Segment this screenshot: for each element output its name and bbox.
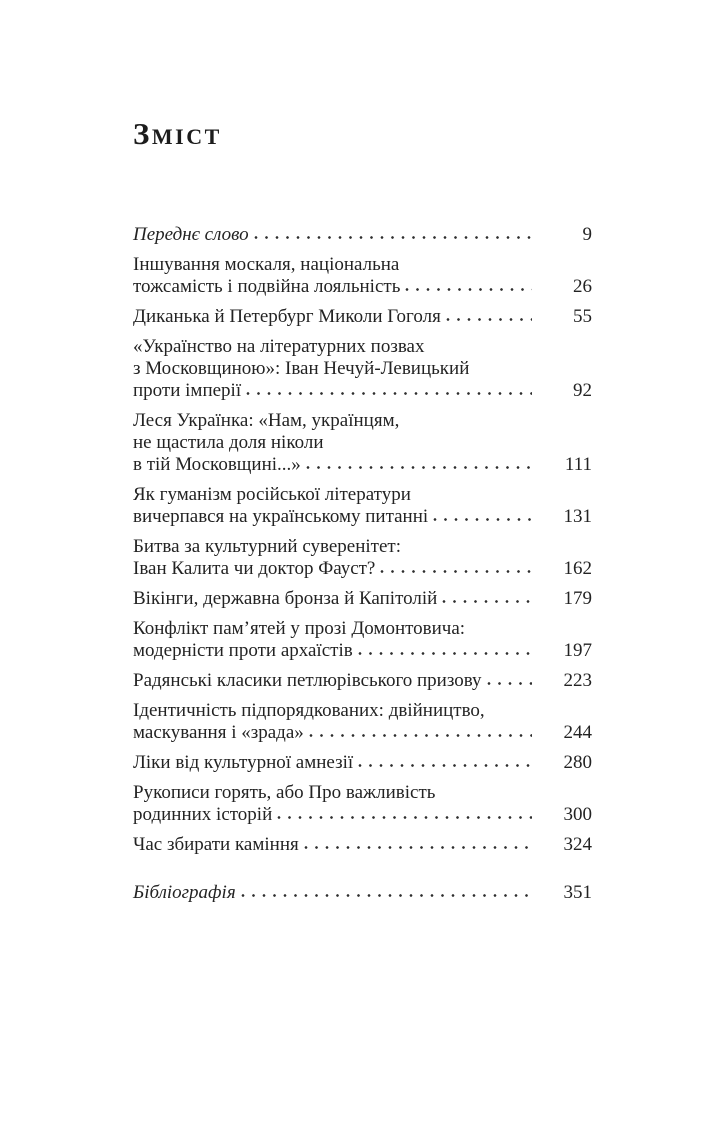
toc-entry-line: Радянські класики петлюрівського призову xyxy=(133,670,482,691)
toc-entry-line: модерністи проти архаїстів xyxy=(133,640,353,661)
toc-entry-lastline xyxy=(133,454,592,476)
toc-page-number: 162 xyxy=(563,558,592,579)
toc-entry xyxy=(133,782,592,826)
toc-entry-lastline xyxy=(133,588,592,610)
toc-entry-line: маскування і «зрада» xyxy=(133,722,304,743)
toc-entry xyxy=(133,254,592,298)
toc-list xyxy=(133,224,592,904)
toc-entry xyxy=(133,834,592,856)
dot-leader xyxy=(442,599,532,604)
toc-entry-line: Ліки від культурної амнезії xyxy=(133,752,354,773)
toc-page-number: 179 xyxy=(563,588,592,609)
toc-entry xyxy=(133,752,592,774)
toc-entry xyxy=(133,670,592,692)
dot-leader xyxy=(241,893,532,898)
toc-entry-line: вичерпався на українському питанні xyxy=(133,506,429,527)
toc-page-number: 280 xyxy=(563,752,592,773)
toc-entry-line: Час збирати каміння xyxy=(133,834,299,855)
toc-content xyxy=(133,116,592,912)
toc-entry xyxy=(133,410,592,476)
toc-entry-line: в тій Московщині...» xyxy=(133,454,301,475)
toc-page-number: 223 xyxy=(563,670,592,691)
toc-entry-lastline xyxy=(133,380,592,402)
toc-entry xyxy=(133,588,592,610)
toc-page-number: 26 xyxy=(573,276,592,297)
dot-leader xyxy=(487,681,532,686)
toc-entry-lastline xyxy=(133,276,592,298)
dot-leader xyxy=(246,391,532,396)
toc-entry-lastline xyxy=(133,306,592,328)
dot-leader xyxy=(304,845,532,850)
toc-entry-line: Диканька й Петербург Миколи Гоголя xyxy=(133,306,441,327)
toc-entry-lastline xyxy=(133,834,592,856)
toc-entry-line: Бібліографія xyxy=(133,882,236,903)
toc-entry-lastline xyxy=(133,722,592,744)
toc-page-number: 111 xyxy=(564,454,592,475)
toc-entry-lastline xyxy=(133,752,592,774)
toc-entry xyxy=(133,618,592,662)
dot-leader xyxy=(358,763,532,768)
dot-leader xyxy=(446,317,532,322)
toc-page-number: 92 xyxy=(573,380,592,401)
toc-entry xyxy=(133,306,592,328)
toc-entry xyxy=(133,700,592,744)
toc-page-number: 351 xyxy=(563,882,592,903)
toc-entry xyxy=(133,224,592,246)
dot-leader xyxy=(309,733,532,738)
toc-entry-lastline xyxy=(133,804,592,826)
toc-entry-lastline xyxy=(133,640,592,662)
toc-page-number: 324 xyxy=(563,834,592,855)
page-title: Зміст xyxy=(133,116,222,151)
toc-entry-lastline xyxy=(133,224,592,246)
toc-page-number: 300 xyxy=(563,804,592,825)
toc-entry-line: Конфлікт пам’ятей у прозі Домонтовича: xyxy=(133,618,466,639)
toc-entry-lastline xyxy=(133,670,592,692)
toc-entry-line: Переднє слово xyxy=(133,224,249,245)
toc-entry xyxy=(133,882,592,904)
toc-entry-line: з Московщиною»: Іван Нечуй-Левицький xyxy=(133,358,470,379)
toc-entry xyxy=(133,484,592,528)
dot-leader xyxy=(277,815,532,820)
toc-page-number: 55 xyxy=(573,306,592,327)
toc-entry-line: Іван Калита чи доктор Фауст? xyxy=(133,558,376,579)
toc-entry-line: родинних історій xyxy=(133,804,273,825)
toc-entry-line: Рукописи горять, або Про важливість xyxy=(133,782,436,803)
toc-page-number: 197 xyxy=(563,640,592,661)
toc-page-number: 244 xyxy=(563,722,592,743)
toc-entry-lastline xyxy=(133,558,592,580)
toc-entry-lastline xyxy=(133,882,592,904)
toc-entry-line: Вікінги, державна бронза й Капітолій xyxy=(133,588,438,609)
dot-leader xyxy=(358,651,532,656)
toc-entry-line: Ідентичність підпорядкованих: двійництво, xyxy=(133,700,485,721)
toc-entry xyxy=(133,536,592,580)
dot-leader xyxy=(380,569,532,574)
toc-page-number: 9 xyxy=(582,224,592,245)
dot-leader xyxy=(405,287,532,292)
dot-leader xyxy=(306,465,532,470)
toc-entry-line: тожсамість і подвійна лояльність xyxy=(133,276,401,297)
toc-entry-line: не щастила доля ніколи xyxy=(133,432,324,453)
toc-entry-lastline xyxy=(133,506,592,528)
dot-leader xyxy=(254,235,532,240)
toc-page-number: 131 xyxy=(563,506,592,527)
toc-entry xyxy=(133,336,592,402)
toc-entry-line: Битва за культурний суверенітет: xyxy=(133,536,402,557)
dot-leader xyxy=(433,517,532,522)
toc-entry-line: Як гуманізм російської літератури xyxy=(133,484,411,505)
toc-entry-line: Леся Українка: «Нам, українцям, xyxy=(133,410,400,431)
toc-entry-line: Іншування москаля, національна xyxy=(133,254,400,275)
toc-entry-line: проти імперії xyxy=(133,380,242,401)
toc-entry-line: «Українство на літературних позвах xyxy=(133,336,425,357)
